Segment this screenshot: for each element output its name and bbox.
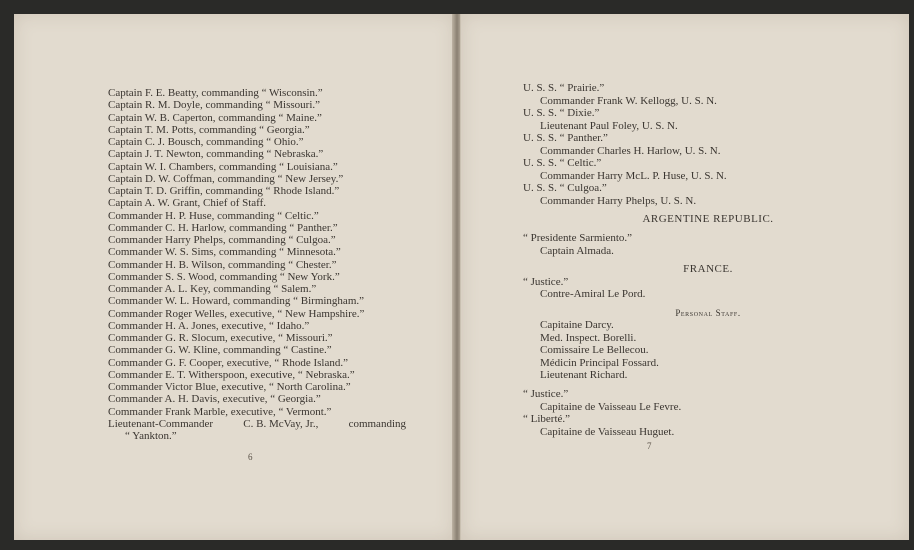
list-item: Captain R. M. Doyle, commanding “ Missouri.”	[108, 99, 321, 112]
personal-staff-heading: Personal Staff.	[675, 307, 741, 318]
left-page	[14, 14, 455, 540]
ship-name: “ Presidente Sarmiento.”	[523, 232, 633, 245]
staff-member: Med. Inspect. Borelli.	[540, 331, 637, 344]
list-item: Commander G. F. Cooper, executive, “ Rhode Island.”	[108, 356, 349, 369]
ship-name: U. S. S. “ Celtic.”	[523, 157, 602, 170]
list-item: Captain T. D. Griffin, commanding “ Rhode Island.”	[108, 185, 340, 197]
list-item: Commander G. W. Kline, commanding “ Castine.”	[108, 344, 332, 357]
ship-commander: Captain Almada.	[540, 244, 614, 257]
ship-list	[523, 82, 863, 438]
list-item: Commander G. R. Slocum, executive, “ Missouri.”	[108, 332, 333, 344]
list-item: Captain J. T. Newton, commanding “ Nebraska.”	[108, 148, 324, 161]
ship-commander: Contre-Amiral Le Pord.	[540, 288, 646, 301]
ship-name: U. S. S. “ Dixie.”	[523, 107, 600, 120]
list-item: Commander C. H. Harlow, commanding “ Panther.”	[108, 221, 338, 234]
ship-name: “ Justice.”	[523, 275, 569, 288]
officer-list	[108, 87, 424, 442]
ship-name: “ Liberté.”	[523, 413, 571, 426]
list-item: Commander Frank Marble, executive, “ Vermont.”	[108, 405, 332, 418]
ship-commander: Capitaine de Vaisseau Huguet.	[540, 425, 675, 438]
list-item: Commander Victor Blue, executive, “ North Carolina.”	[108, 381, 351, 393]
ship-commander: Commander Charles H. Harlow, U. S. N.	[540, 144, 721, 157]
ship-name: U. S. S. “ Culgoa.”	[523, 182, 607, 195]
section-heading-argentine: ARGENTINE REPUBLIC.	[642, 213, 774, 226]
staff-member: Médicin Principal Fossard.	[540, 356, 659, 369]
list-item: Commander W. L. Howard, commanding “ Birmingham.”	[108, 295, 365, 308]
list-item: Captain F. E. Beatty, commanding “ Wisconsin.”	[108, 87, 323, 99]
staff-member: Comissaire Le Bellecou.	[540, 344, 649, 357]
section-heading-france: FRANCE.	[683, 263, 733, 276]
last-entry-name: C. B. McVay, Jr.,	[243, 417, 319, 430]
list-item: Commander S. S. Wood, commanding “ New York.”	[108, 270, 340, 283]
list-item: Captain A. W. Grant, Chief of Staff.	[108, 197, 267, 210]
last-entry-role: commanding	[348, 417, 406, 430]
ship-name: U. S. S. “ Panther.”	[523, 132, 608, 145]
page-number-left: 6	[248, 452, 253, 462]
list-item: Captain T. M. Potts, commanding “ Georgia.”	[108, 123, 310, 136]
list-item: Captain C. J. Bousch, commanding “ Ohio.”	[108, 136, 304, 148]
ship-name: “ Justice.”	[523, 388, 569, 401]
list-item: Commander Harry Phelps, commanding “ Culgoa.”	[108, 234, 336, 246]
list-item: Commander H. P. Huse, commanding “ Celtic.”	[108, 209, 319, 222]
list-item: Commander A. L. Key, commanding “ Salem.”	[108, 283, 317, 295]
staff-member: Lieutenant Richard.	[540, 369, 628, 382]
ship-name: U. S. S. “ Prairie.”	[523, 82, 605, 94]
last-entry-rank: Lieutenant-Commander	[108, 417, 214, 430]
list-item: Captain W. B. Caperton, commanding “ Maine.”	[108, 111, 322, 124]
ship-commander: Commander Frank W. Kellogg, U. S. N.	[540, 94, 717, 107]
page-number-right: 7	[647, 441, 652, 451]
list-item: Captain D. W. Coffman, commanding “ New Jersey.”	[108, 172, 344, 185]
list-item: Commander A. H. Davis, executive, “ Georgia.”	[108, 393, 321, 406]
list-item: Commander H. B. Wilson, commanding “ Chester.”	[108, 258, 337, 271]
last-entry-ship: “ Yankton.”	[125, 430, 177, 442]
staff-member: Capitaine Darcy.	[540, 319, 614, 332]
ship-commander: Commander Harry Phelps, U. S. N.	[540, 194, 697, 207]
ship-commander: Lieutenant Paul Foley, U. S. N.	[540, 119, 678, 132]
ship-commander: Commander Harry McL. P. Huse, U. S. N.	[540, 169, 727, 182]
list-item: Captain W. I. Chambers, commanding “ Louisiana.”	[108, 160, 338, 173]
ship-commander: Capitaine de Vaisseau Le Fevre.	[540, 400, 682, 413]
list-item: Commander W. S. Sims, commanding “ Minnesota.”	[108, 246, 341, 259]
list-item: Commander Roger Welles, executive, “ New Hampshire.”	[108, 307, 365, 320]
list-item-last	[108, 418, 406, 430]
list-item: Commander E. T. Witherspoon, executive, “ Nebraska.”	[108, 368, 355, 381]
list-item: Commander H. A. Jones, executive, “ Idaho.”	[108, 319, 310, 332]
right-page	[460, 14, 909, 540]
